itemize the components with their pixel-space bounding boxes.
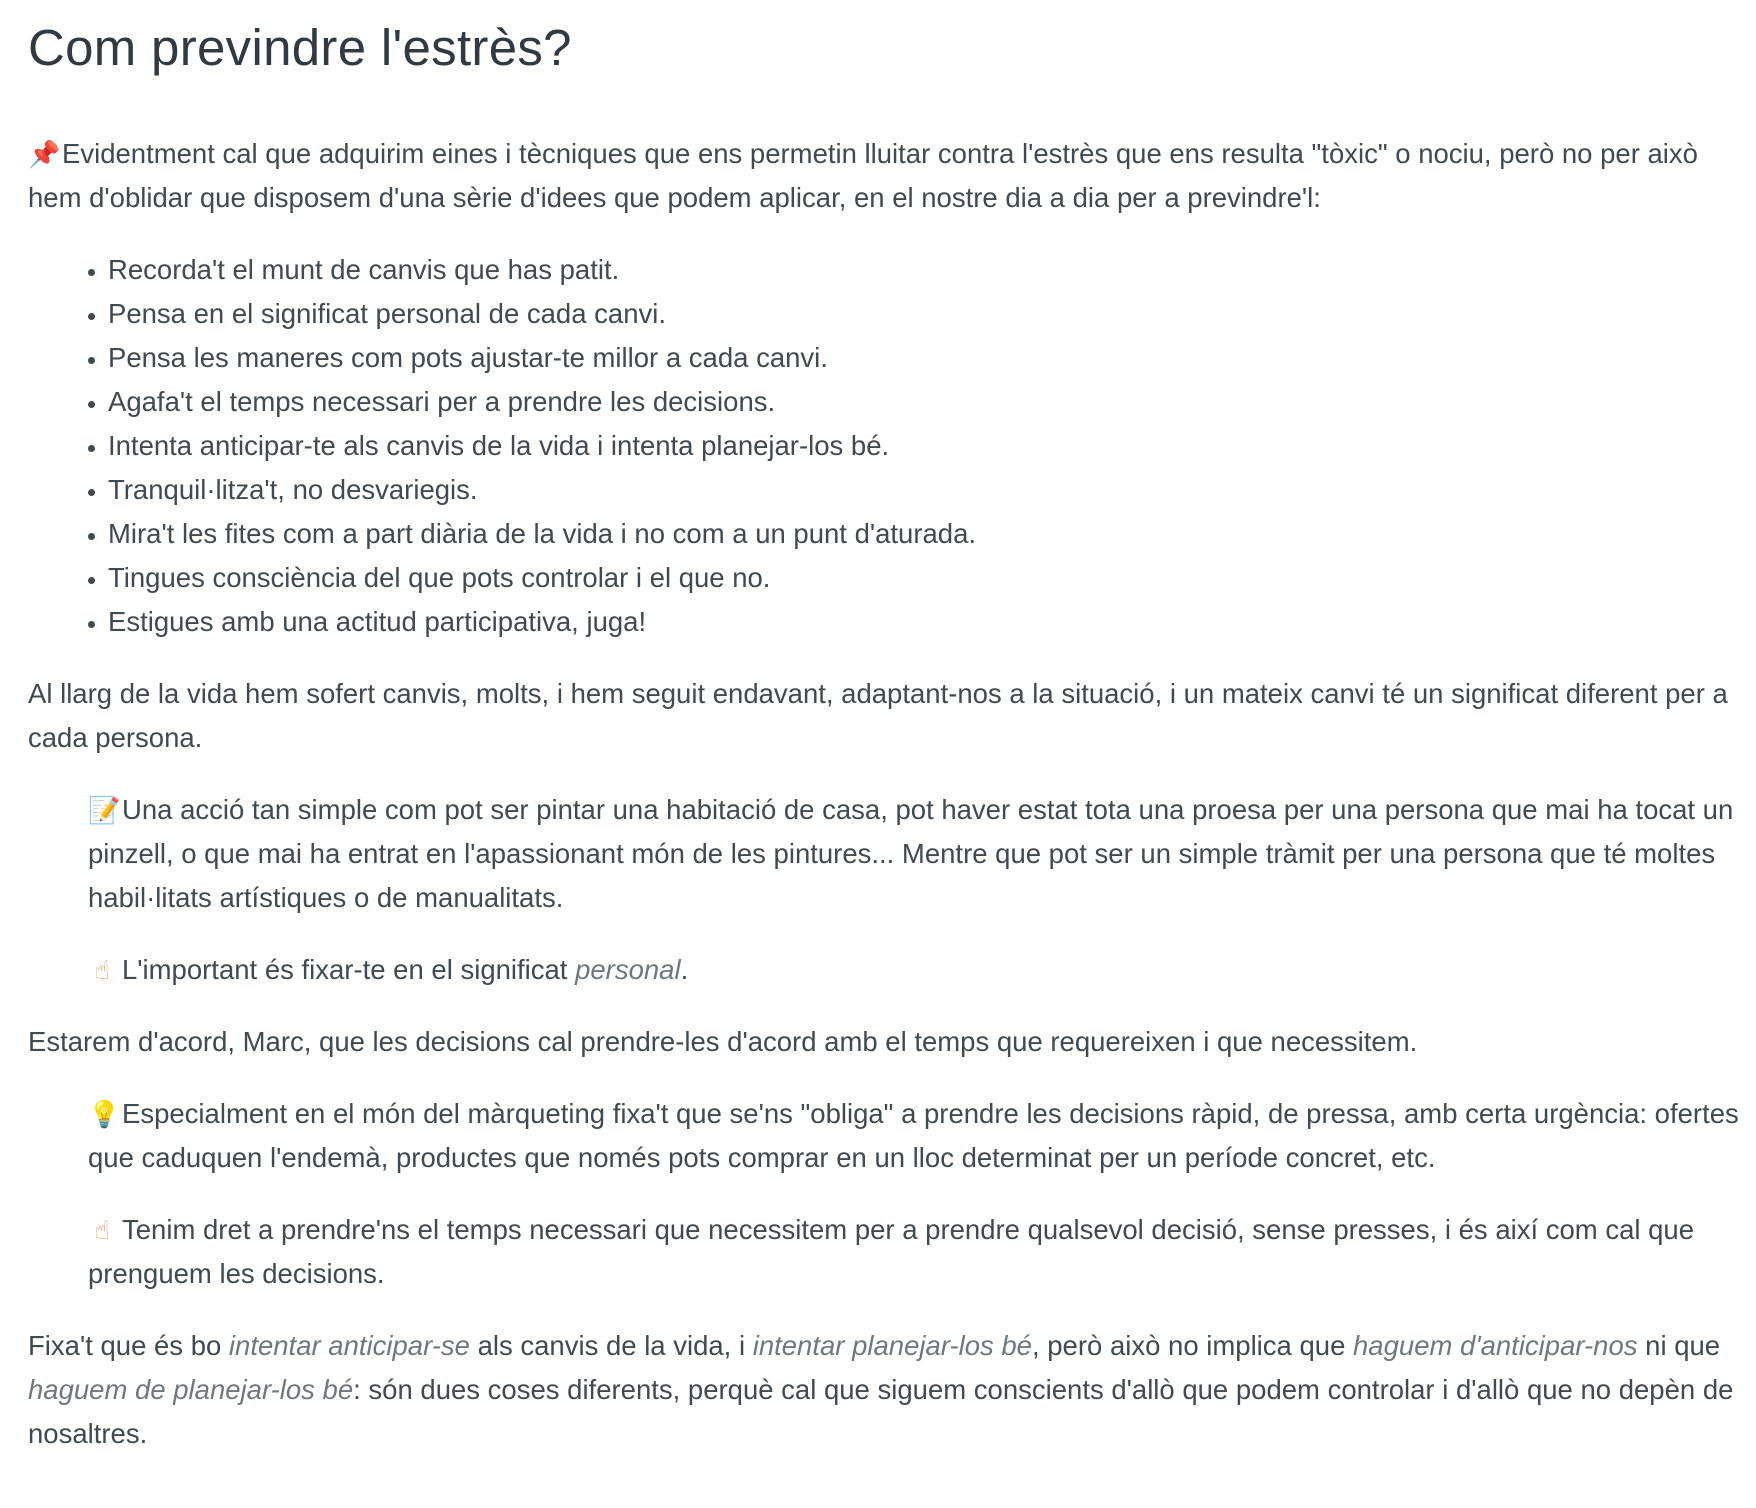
text-run: ni que bbox=[1637, 1330, 1721, 1361]
list-item: • Pensa les maneres com pots ajustar-te millor a cada canvi. bbox=[108, 336, 1748, 380]
pushpin-icon: 📌 bbox=[28, 139, 61, 169]
text-run: , però això no implica que bbox=[1031, 1330, 1354, 1361]
list-item: • Estigues amb una actitud participativa, juga! bbox=[108, 600, 1748, 644]
note-marketing bbox=[28, 1092, 1748, 1180]
list-item: • Tranquil·litza't, no desvariegis. bbox=[108, 468, 1748, 512]
list-item: • Recorda't el munt de canvis que has patit. bbox=[108, 248, 1748, 292]
note-right-to-time bbox=[28, 1208, 1748, 1296]
note-text-end: . bbox=[680, 954, 689, 985]
paragraph-change-meaning: Al llarg de la vida hem sofert canvis, molts, i hem seguit endavant, adaptant-nos a la situació, i un mateix canvi té un significat diferent per a cada persona. bbox=[28, 678, 1728, 753]
memo-icon: 📝 bbox=[88, 795, 121, 825]
emphasis: haguem de planejar-los bé bbox=[28, 1374, 354, 1405]
paragraph-anticipate bbox=[28, 1324, 1748, 1456]
list-item: • Pensa en el significat personal de cada canvi. bbox=[108, 292, 1748, 336]
note-painting-example bbox=[28, 788, 1748, 920]
tips-list bbox=[28, 248, 1748, 644]
emphasis: intentar anticipar-se bbox=[228, 1330, 470, 1361]
emphasis: intentar planejar-los bé bbox=[752, 1330, 1032, 1361]
text-run: Fixa't que és bo bbox=[28, 1330, 229, 1361]
emphasis-personal: personal bbox=[575, 954, 681, 985]
text-run: : són dues coses diferents, perquè cal que siguem conscients d'allò que podem controlar i d'allò que no depèn de nosaltres. bbox=[28, 1374, 1734, 1449]
text-run: als canvis de la vida, i bbox=[469, 1330, 753, 1361]
note-text: L'important és fixar-te en el significat bbox=[122, 954, 576, 985]
note-text: Especialment en el món del màrqueting fixa't que se'ns "obliga" a prendre les decisions ràpid, de pressa, amb certa urgència: ofertes que caduquen l'endemà, productes que només pots comprar en un lloc determinat per un període concret, etc. bbox=[88, 1098, 1739, 1173]
emphasis: haguem d'anticipar-nos bbox=[1353, 1330, 1638, 1361]
lightbulb-icon: 💡 bbox=[88, 1099, 121, 1129]
note-text: Tenim dret a prendre'ns el temps necessari que necessitem per a prendre qualsevol decisió, sense presses, i és així com cal que prenguem les decisions. bbox=[88, 1214, 1695, 1289]
pointing-finger-icon: ☝ bbox=[94, 1215, 110, 1245]
list-item: • Tingues consciència del que pots controlar i el que no. bbox=[108, 556, 1748, 600]
intro-text: Evidentment cal que adquirim eines i tècniques que ens permetin lluitar contra l'estrès que ens resulta "tòxic" o nociu, però no per això hem d'oblidar que disposem d'una sèrie d'idees que podem aplicar, en el nostre dia a dia per a previndre'l: bbox=[28, 138, 1698, 213]
list-item: • Mira't les fites com a part diària de la vida i no com a un punt d'aturada. bbox=[108, 512, 1748, 556]
note-text: Una acció tan simple com pot ser pintar una habitació de casa, pot haver estat tota una proesa per una persona que mai ha tocat un pinzell, o que mai ha entrat en l'apassionant món de les pintures... Mentre que pot ser un simple tràmit per una persona que té moltes habil·litats artístiques o de manualitats. bbox=[88, 794, 1734, 913]
pointing-finger-icon: ☝ bbox=[94, 955, 110, 985]
page-title: Com previndre l'estrès? bbox=[28, 19, 572, 76]
intro-paragraph bbox=[28, 132, 1748, 220]
list-item: • Intenta anticipar-te als canvis de la vida i intenta planejar-los bé. bbox=[108, 424, 1748, 468]
paragraph-decisions: Estarem d'acord, Marc, que les decisions cal prendre-les d'acord amb el temps que requereixen i que necessitem. bbox=[28, 1026, 1418, 1057]
list-item: • Agafa't el temps necessari per a prendre les decisions. bbox=[108, 380, 1748, 424]
note-personal-meaning bbox=[28, 948, 1748, 992]
